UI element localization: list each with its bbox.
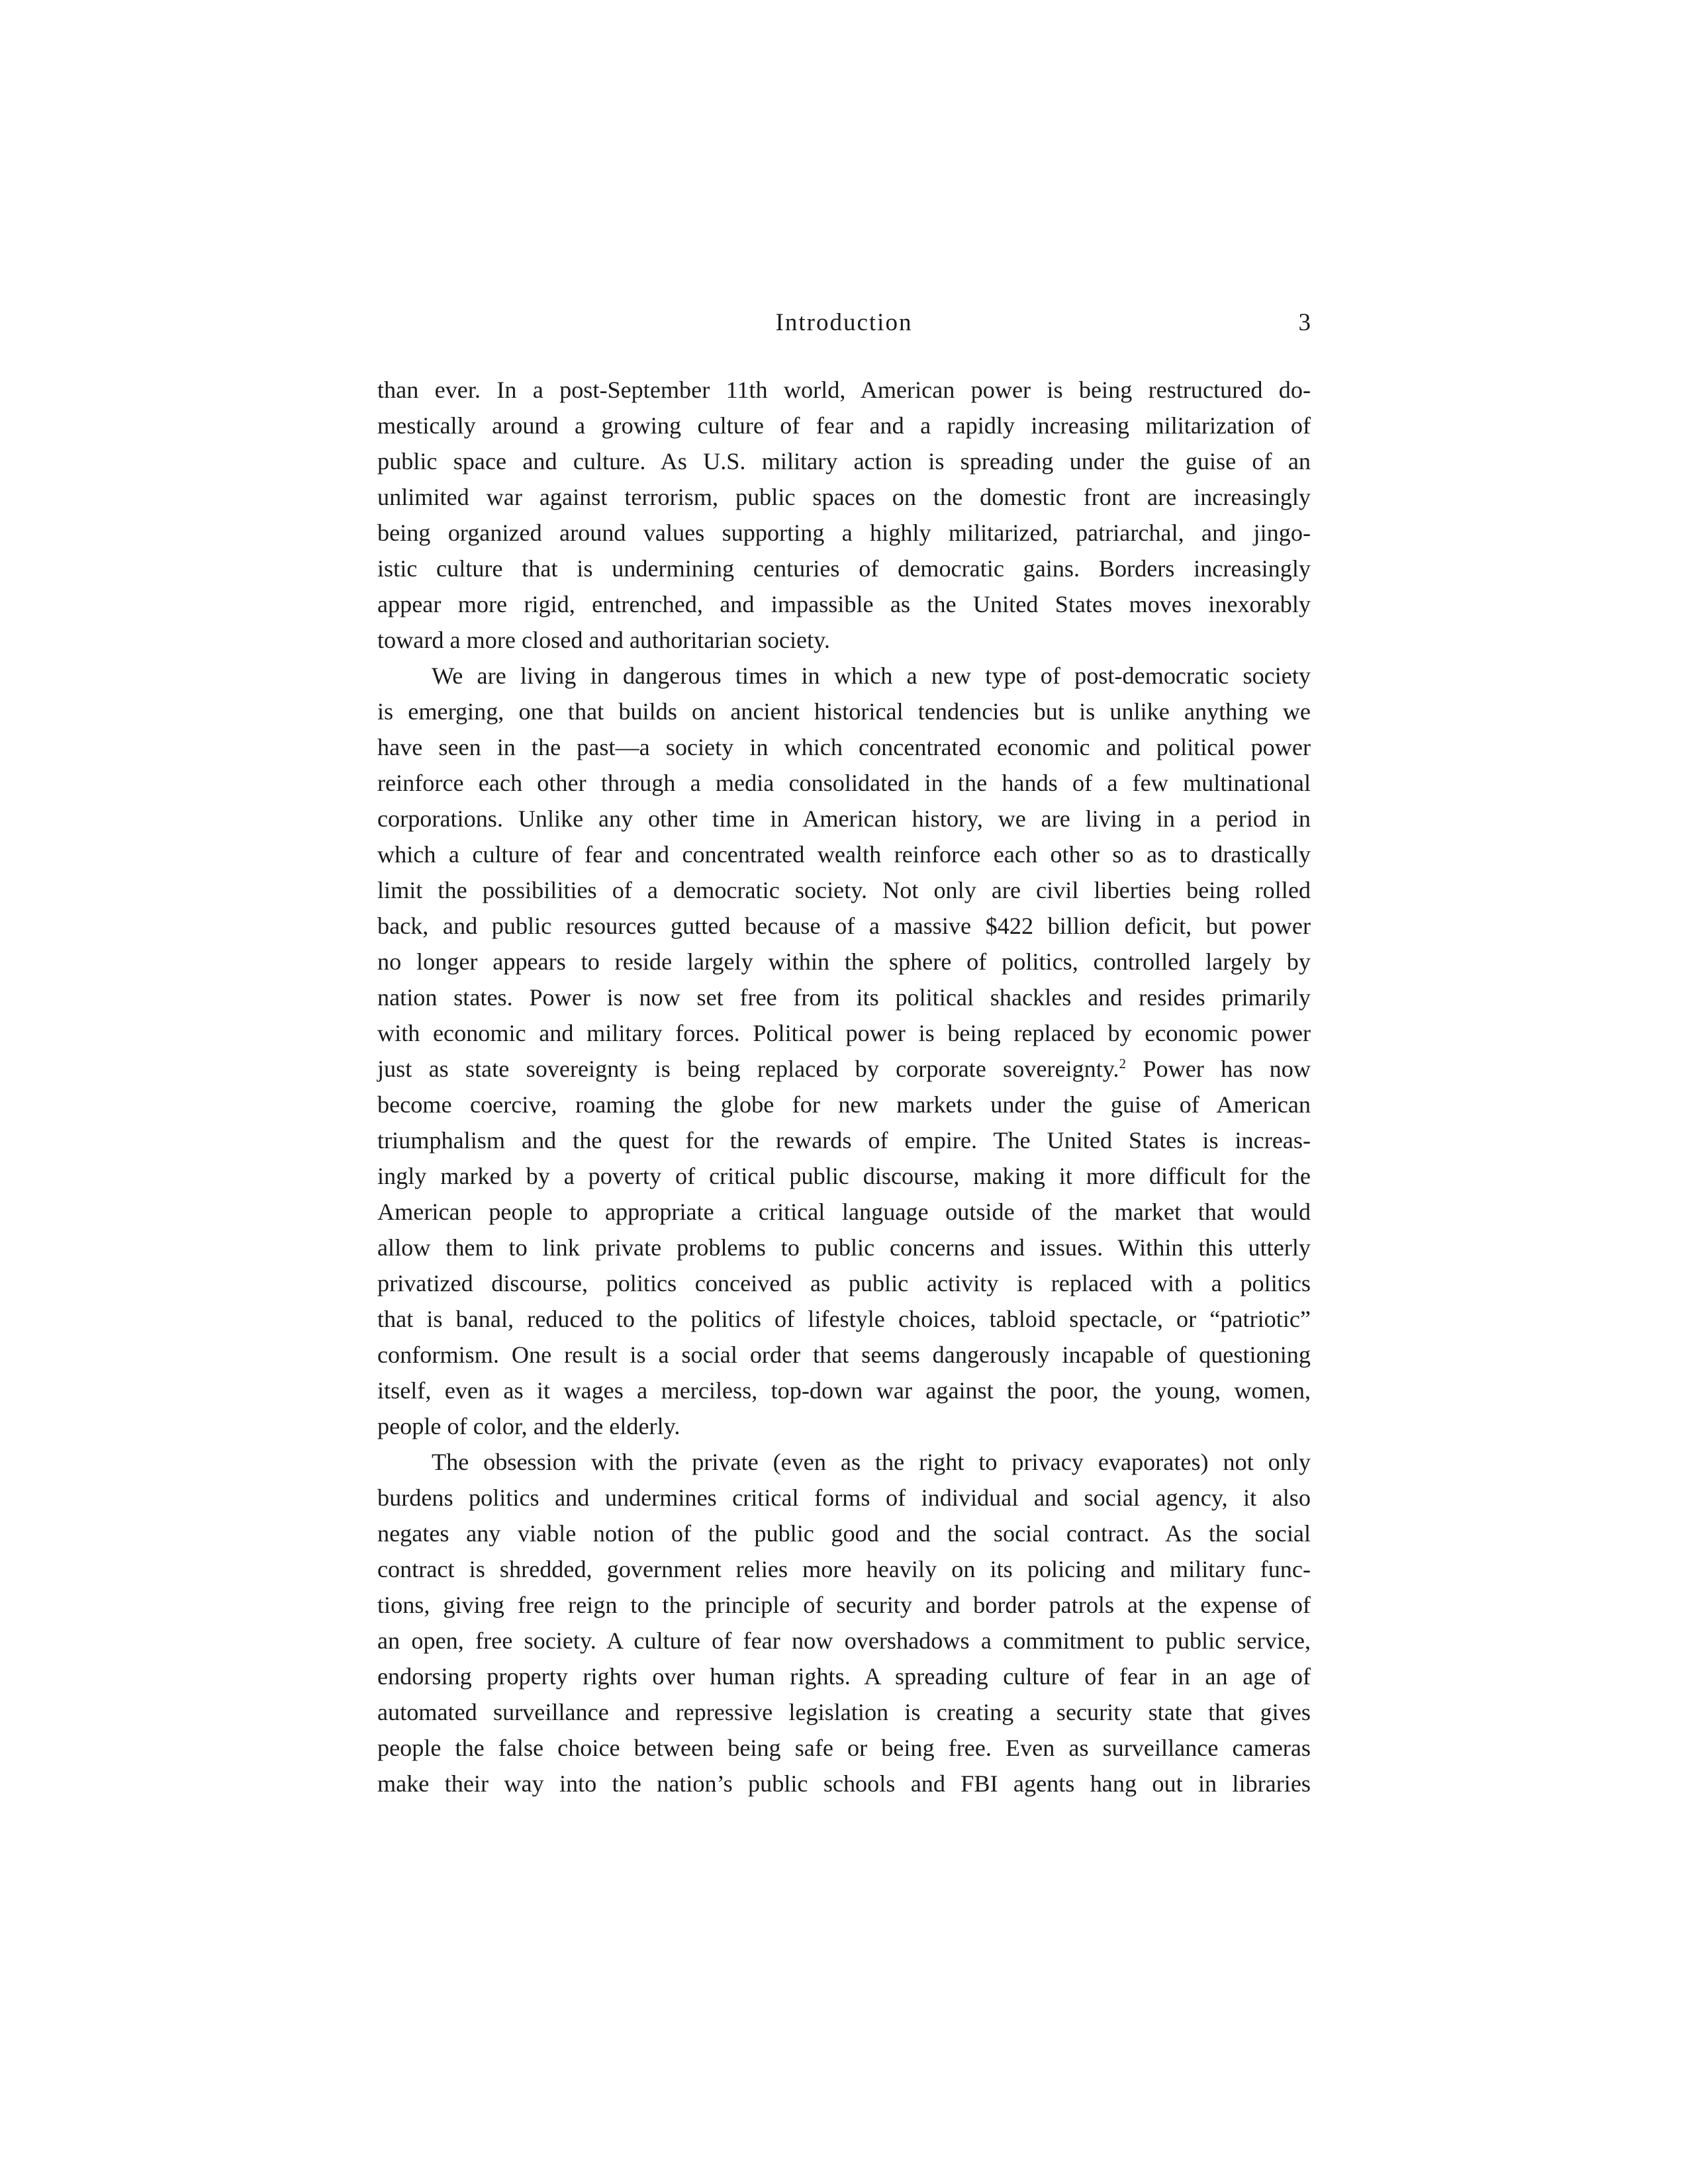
text-line: that is banal, reduced to the politics of lifestyle choices, tabloid spectacle, or “patriotic” [377, 1306, 1311, 1332]
text-line: public space and culture. As U.S. military action is spreading under the guise of an [377, 448, 1311, 475]
text-line: have seen in the past—a society in which concentrated economic and political power [377, 734, 1311, 760]
footnote-marker[interactable]: 2 [1119, 1056, 1127, 1071]
text-line: conformism. One result is a social order that seems dangerously incapable of questioning [377, 1342, 1311, 1368]
footnote-line-before: just as state sovereignty is being replaced by corporate sovereignty. [377, 1056, 1119, 1082]
text-line: people of color, and the elderly. [377, 1413, 680, 1439]
paragraph-first-line: We are living in dangerous times in which a new type of post-democratic society [432, 662, 1311, 689]
footnote-line-after: Power has now [1126, 1056, 1311, 1082]
text-line: mestically around a growing culture of fear and a rapidly increasing militarization of [377, 412, 1311, 439]
text-line: corporations. Unlike any other time in American history, we are living in a period in [377, 805, 1311, 832]
text-line: privatized discourse, politics conceived as public activity is replaced with a politics [377, 1270, 1311, 1297]
body-text [377, 372, 1311, 1801]
text-line: limit the possibilities of a democratic society. Not only are civil liberties being rolled [377, 877, 1311, 903]
text-line: back, and public resources gutted because of a massive $422 billion deficit, but power [377, 913, 1311, 939]
text-line: toward a more closed and authoritarian society. [377, 627, 830, 653]
text-line: triumphalism and the quest for the rewards of empire. The United States is increas- [377, 1127, 1311, 1154]
text-line: ingly marked by a poverty of critical public discourse, making it more difficult for the [377, 1163, 1311, 1189]
text-line: people the false choice between being safe or being free. Even as surveillance cameras [377, 1735, 1311, 1761]
text-line: with economic and military forces. Political power is being replaced by economic power [377, 1020, 1311, 1046]
paragraph-first-line: The obsession with the private (even as the right to privacy evaporates) not only [432, 1449, 1311, 1475]
running-head [377, 303, 1311, 343]
running-title: Introduction [775, 309, 913, 336]
text-line: automated surveillance and repressive legislation is creating a security state that gives [377, 1699, 1311, 1725]
text-line: unlimited war against terrorism, public spaces on the domestic front are increasingly [377, 484, 1311, 510]
text-line: nation states. Power is now set free from its political shackles and resides primarily [377, 984, 1311, 1011]
text-line: reinforce each other through a media consolidated in the hands of a few multinational [377, 770, 1311, 796]
text-line: an open, free society. A culture of fear now overshadows a commitment to public service, [377, 1627, 1311, 1654]
text-line: burdens politics and undermines critical forms of individual and social agency, it also [377, 1484, 1311, 1511]
text-line: itself, even as it wages a merciless, top-down war against the poor, the young, women, [377, 1377, 1311, 1404]
text-line: being organized around values supporting a highly militarized, patriarchal, and jingo- [377, 520, 1311, 546]
text-line: no longer appears to reside largely within the sphere of politics, controlled largely by [377, 948, 1311, 975]
page-number: 3 [1298, 309, 1311, 336]
text-line: American people to appropriate a critical language outside of the market that would [377, 1199, 1311, 1225]
text-line: negates any viable notion of the public good and the social contract. As the social [377, 1520, 1311, 1547]
text-line: than ever. In a post-September 11th world, American power is being restructured do- [377, 377, 1311, 403]
text-line: become coercive, roaming the globe for new markets under the guise of American [377, 1091, 1311, 1118]
text-line: allow them to link private problems to public concerns and issues. Within this utterly [377, 1234, 1311, 1261]
text-line-with-footnote [377, 1051, 1311, 1087]
text-line: contract is shredded, government relies more heavily on its policing and military func- [377, 1556, 1311, 1582]
text-line: tions, giving free reign to the principle of security and border patrols at the expense of [377, 1592, 1311, 1618]
text-line: which a culture of fear and concentrated wealth reinforce each other so as to drastically [377, 841, 1311, 868]
text-line: make their way into the nation’s public schools and FBI agents hang out in libraries [377, 1770, 1311, 1797]
text-line: endorsing property rights over human rights. A spreading culture of fear in an age of [377, 1663, 1311, 1690]
text-line: appear more rigid, entrenched, and impassible as the United States moves inexorably [377, 591, 1311, 617]
text-line: istic culture that is undermining centuries of democratic gains. Borders increasingly [377, 555, 1311, 582]
text-line: is emerging, one that builds on ancient historical tendencies but is unlike anything we [377, 698, 1311, 725]
